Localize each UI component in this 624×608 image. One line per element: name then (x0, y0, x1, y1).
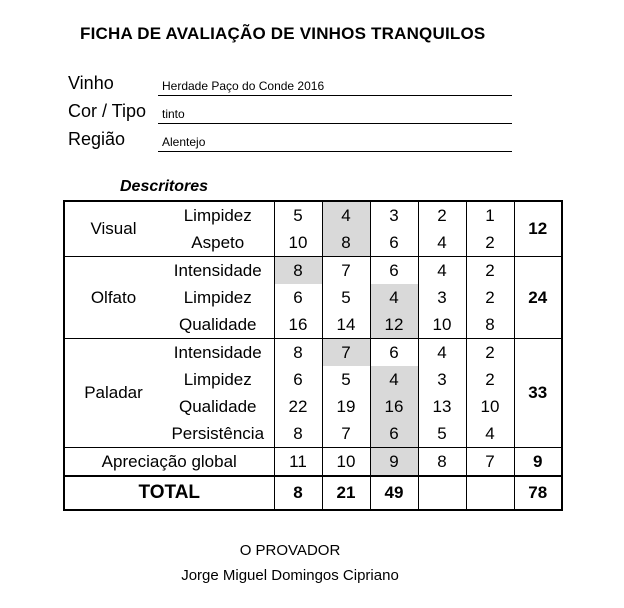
score-cell: 2 (466, 339, 514, 367)
score-cell: 8 (466, 311, 514, 339)
subtotal-cell: 12 (514, 201, 562, 257)
section-title-descritores: Descritores (120, 178, 209, 195)
score-cell: 6 (370, 257, 418, 285)
total-cell (418, 476, 466, 510)
score-cell: 6 (370, 339, 418, 367)
total-cell: 8 (274, 476, 322, 510)
field-value-vinho: Herdade Paço do Conde 2016 (158, 76, 512, 96)
score-cell: 8 (274, 257, 322, 285)
footer-role: O PROVADOR (239, 542, 341, 559)
descriptor-label: Aspeto (191, 232, 245, 252)
table-row (64, 448, 562, 477)
descriptor-label: Intensidade (162, 339, 274, 367)
descriptor-label: Limpidez (162, 201, 274, 229)
score-cell: 5 (322, 284, 370, 311)
score-cell: 2 (466, 284, 514, 311)
field-label-regiao: Região (68, 129, 126, 149)
global-label: Apreciação global (64, 448, 274, 477)
group-label: Paladar (64, 339, 162, 448)
score-cell: 6 (370, 420, 418, 448)
table-row (64, 339, 562, 367)
score-cell: 13 (418, 393, 466, 420)
total-label: TOTAL (64, 476, 274, 510)
score-cell: 1 (466, 201, 514, 229)
score-cell: 4 (466, 420, 514, 448)
score-cell: 8 (418, 448, 466, 477)
score-cell: 16 (370, 393, 418, 420)
subtotal-cell: 33 (514, 339, 562, 448)
score-cell: 6 (370, 229, 418, 257)
subtotal-cell: 9 (514, 448, 562, 477)
footer-name: Jorge Miguel Domingos Cipriano (181, 567, 399, 584)
score-cell: 4 (418, 229, 466, 257)
grand-total-cell: 78 (514, 476, 562, 510)
score-cell: 2 (418, 201, 466, 229)
score-cell: 3 (370, 201, 418, 229)
total-cell (466, 476, 514, 510)
score-cell: 4 (322, 201, 370, 229)
score-cell: 22 (274, 393, 322, 420)
table-row (64, 476, 562, 510)
total-cell: 21 (322, 476, 370, 510)
score-cell: 4 (370, 366, 418, 393)
score-cell: 3 (418, 284, 466, 311)
score-cell: 5 (322, 366, 370, 393)
field-value-cor-tipo: tinto (158, 104, 512, 124)
score-cell: 4 (418, 339, 466, 367)
subtotal-cell: 24 (514, 257, 562, 339)
score-cell: 7 (322, 339, 370, 367)
score-cell: 10 (466, 393, 514, 420)
total-cell: 49 (370, 476, 418, 510)
group-label: Olfato (64, 257, 162, 339)
score-cell: 19 (322, 393, 370, 420)
score-cell: 10 (274, 229, 322, 257)
score-cell: 6 (274, 366, 322, 393)
score-cell: 8 (274, 339, 322, 367)
table-row (64, 257, 562, 285)
score-cell: 2 (466, 229, 514, 257)
field-value-regiao: Alentejo (158, 132, 512, 152)
score-cell: 7 (322, 257, 370, 285)
score-cell: 11 (274, 448, 322, 477)
score-cell: 9 (370, 448, 418, 477)
field-label-vinho: Vinho (68, 73, 114, 93)
descriptor-label: Limpidez (183, 287, 252, 307)
score-cell: 5 (274, 201, 322, 229)
descriptor-label: Qualidade (178, 314, 257, 334)
score-cell: 7 (322, 420, 370, 448)
page-title: FICHA DE AVALIAÇÃO DE VINHOS TRANQUILOS (80, 24, 486, 43)
score-cell: 10 (322, 448, 370, 477)
score-cell: 8 (322, 229, 370, 257)
score-cell: 7 (466, 448, 514, 477)
descriptor-label: Persistência (171, 423, 265, 443)
score-cell: 4 (370, 284, 418, 311)
evaluation-table (63, 200, 563, 511)
score-cell: 16 (274, 311, 322, 339)
descriptor-label: Limpidez (183, 369, 252, 389)
descriptor-label: Qualidade (178, 396, 257, 416)
score-cell: 2 (466, 257, 514, 285)
score-cell: 14 (322, 311, 370, 339)
score-cell: 6 (274, 284, 322, 311)
score-cell: 10 (418, 311, 466, 339)
score-cell: 8 (274, 420, 322, 448)
score-cell: 2 (466, 366, 514, 393)
group-label: Visual (64, 201, 162, 257)
score-cell: 3 (418, 366, 466, 393)
score-cell: 5 (418, 420, 466, 448)
descriptor-label: Intensidade (162, 257, 274, 285)
score-cell: 12 (370, 311, 418, 339)
field-label-cor-tipo: Cor / Tipo (68, 101, 147, 121)
table-row (64, 201, 562, 229)
score-cell: 4 (418, 257, 466, 285)
